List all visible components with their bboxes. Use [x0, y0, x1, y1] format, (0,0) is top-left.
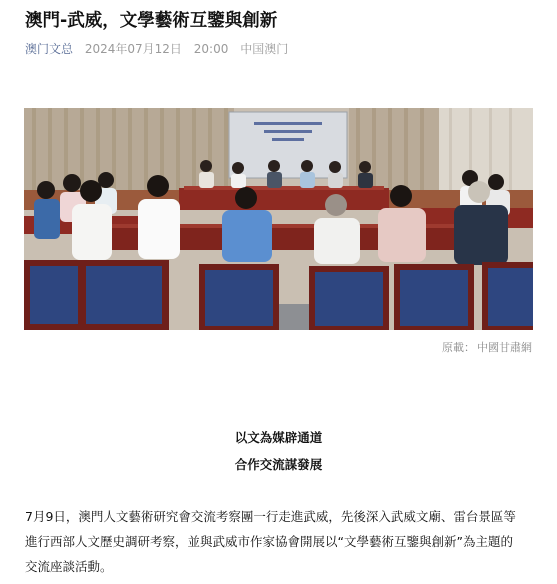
article-meta [25, 41, 545, 57]
paragraph-line-1: 7月9日，澳門人文藝術研究會交流考察團一行走進武威，先後深入武威文廟、雷台景區等 [25, 509, 516, 524]
article-title: 澳門-武威，文學藝術互鑒與創新 [25, 11, 278, 31]
account-name-link[interactable]: 澳门文总 [25, 42, 74, 56]
paragraph-line-2: 進行西部人文歷史調研考察，並與武威市作家協會開展以“文學藝術互鑒與創新”為主題的 [25, 534, 513, 549]
subheading-1: 以文為媒辟通道 [234, 430, 323, 445]
meeting-photo[interactable] [24, 108, 533, 330]
publish-time: 20:00 [193, 42, 229, 56]
subheading-2: 合作交流謀發展 [234, 457, 323, 472]
paragraph-line-3: 交流座談活動。 [25, 559, 113, 574]
caption-source: 中國甘肅網 [477, 341, 532, 354]
photo-caption [442, 341, 532, 355]
publish-date: 2024年07月12日 [84, 42, 182, 56]
publish-location: 中国澳门 [240, 42, 289, 56]
caption-prefix: 原載： [442, 341, 475, 354]
meeting-photo-illustration [24, 108, 533, 330]
